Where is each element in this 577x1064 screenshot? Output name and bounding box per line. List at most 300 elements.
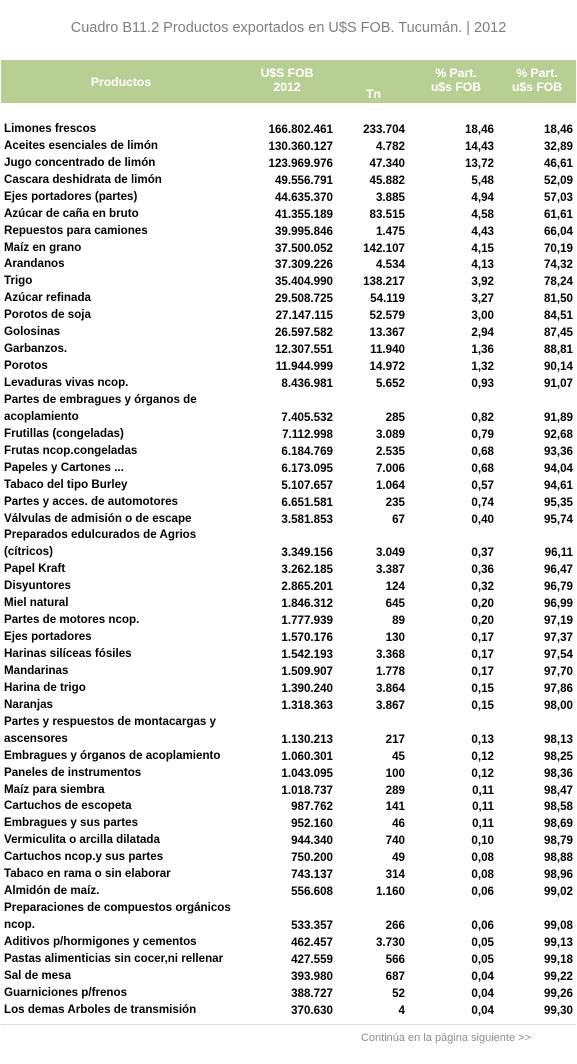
table-row bbox=[0, 442, 577, 459]
product-name: Partes de motores ncop. bbox=[4, 613, 140, 627]
fob-value: 26.597.582 bbox=[274, 326, 333, 340]
fob-value: 533.357 bbox=[291, 919, 333, 933]
tn-value: 3.864 bbox=[375, 681, 405, 695]
table-row bbox=[0, 493, 577, 510]
part-value: 0,74 bbox=[471, 495, 494, 509]
fob-value: 6.651.581 bbox=[281, 495, 333, 509]
fob-value: 41.355.189 bbox=[274, 207, 333, 221]
cum-part-value: 32,89 bbox=[543, 139, 573, 153]
product-name: Levaduras vivas ncop. bbox=[4, 376, 129, 389]
cum-part-value: 98,00 bbox=[543, 698, 573, 712]
product-name: Harinas silíceas fósiles bbox=[4, 647, 132, 661]
cum-part-value: 96,99 bbox=[543, 597, 573, 611]
product-name: Miel natural bbox=[4, 596, 69, 610]
table-row bbox=[0, 374, 577, 391]
cum-part-value: 98,96 bbox=[543, 868, 573, 882]
part-value: 0,32 bbox=[471, 580, 494, 594]
tn-value: 54.119 bbox=[370, 292, 405, 306]
part-value: 0,06 bbox=[471, 885, 494, 899]
tn-value: 46 bbox=[392, 817, 405, 831]
cum-part-value: 98,69 bbox=[543, 817, 573, 831]
header-productos: Productos bbox=[90, 75, 152, 89]
tn-value: 740 bbox=[385, 834, 405, 848]
part-value: 5,48 bbox=[471, 173, 494, 187]
tn-value: 47.340 bbox=[369, 156, 405, 170]
part-value: 0,17 bbox=[471, 631, 494, 645]
part-value: 1,32 bbox=[471, 360, 494, 374]
fob-value: 6.184.769 bbox=[281, 444, 333, 458]
table-row bbox=[0, 679, 577, 696]
part-value: 0,79 bbox=[471, 427, 494, 441]
cum-part-value: 98,36 bbox=[543, 766, 573, 780]
cum-part-value: 99,26 bbox=[543, 986, 573, 1000]
cum-part-value: 95,74 bbox=[543, 512, 573, 526]
fob-value: 130.360.127 bbox=[268, 139, 333, 153]
tn-value: 7.006 bbox=[375, 461, 405, 475]
fob-value: 987.762 bbox=[291, 800, 333, 814]
table-row bbox=[0, 340, 577, 357]
fob-value: 44.635.370 bbox=[274, 190, 333, 204]
table-row bbox=[0, 476, 577, 493]
tn-value: 2.535 bbox=[375, 444, 405, 458]
fob-value: 7.405.532 bbox=[281, 410, 333, 424]
product-name: Azúcar refinada bbox=[4, 291, 91, 305]
tn-value: 52.579 bbox=[369, 309, 405, 323]
table-row bbox=[0, 747, 577, 764]
product-name: Embragues y sus partes bbox=[4, 816, 139, 830]
part-value: 2,94 bbox=[471, 326, 494, 340]
cum-part-value: 70,19 bbox=[543, 241, 573, 255]
fob-value: 1.846.312 bbox=[281, 597, 333, 611]
product-name: Los demas Arboles de transmisión bbox=[4, 1002, 197, 1016]
table-row bbox=[0, 798, 577, 815]
product-name: Porotos de soja bbox=[4, 308, 91, 322]
tn-value: 217 bbox=[385, 732, 405, 746]
part-value: 0,15 bbox=[471, 698, 494, 712]
fob-value: 1.570.176 bbox=[281, 631, 333, 645]
table-row bbox=[0, 950, 577, 967]
product-name: Limones frescos bbox=[4, 121, 97, 135]
tn-value: 4 bbox=[398, 1003, 405, 1017]
cum-part-value: 90,14 bbox=[543, 360, 573, 374]
fob-value: 6.173.095 bbox=[281, 461, 333, 475]
tn-value: 4.782 bbox=[375, 139, 405, 153]
header-fob-line1: U$S FOB bbox=[260, 66, 314, 80]
fob-value: 427.559 bbox=[291, 952, 333, 966]
part-value: 3,27 bbox=[471, 292, 494, 306]
fob-value: 1.777.939 bbox=[281, 614, 333, 628]
fob-value: 743.137 bbox=[291, 868, 333, 882]
tn-value: 83.515 bbox=[369, 207, 405, 221]
tn-value: 285 bbox=[385, 410, 405, 424]
cum-part-value: 78,24 bbox=[543, 275, 573, 289]
tn-value: 14.972 bbox=[369, 360, 405, 374]
tn-value: 3.387 bbox=[375, 563, 405, 577]
cum-part-value: 99,13 bbox=[543, 936, 573, 949]
product-name: Embragues y órganos de acoplamiento bbox=[4, 748, 221, 762]
fob-value: 27.147.115 bbox=[275, 309, 333, 323]
part-value: 0,05 bbox=[471, 952, 494, 966]
part-value: 0,17 bbox=[471, 648, 494, 662]
part-value: 0,82 bbox=[471, 410, 494, 424]
tn-value: 45.882 bbox=[369, 173, 405, 187]
product-name: Preparaciones de compuestos orgánicos ncop. bbox=[4, 901, 231, 932]
product-name: Azúcar de caña en bruto bbox=[4, 206, 139, 220]
cum-part-value: 96,47 bbox=[543, 563, 573, 577]
fob-value: 39.995.846 bbox=[274, 224, 333, 238]
tn-value: 687 bbox=[385, 969, 405, 983]
fob-value: 8.436.981 bbox=[281, 377, 333, 390]
tn-value: 1.160 bbox=[375, 885, 405, 899]
fob-value: 35.404.990 bbox=[274, 275, 333, 289]
cum-part-value: 92,68 bbox=[543, 427, 573, 441]
product-name: Trigo bbox=[4, 274, 33, 288]
product-name: Porotos bbox=[4, 359, 48, 373]
tn-value: 45 bbox=[392, 749, 405, 763]
product-name: Cartuchos de escopeta bbox=[4, 799, 132, 813]
part-value: 0,10 bbox=[471, 834, 494, 848]
table-row bbox=[0, 306, 577, 323]
part-value: 4,43 bbox=[471, 224, 494, 238]
fob-value: 1.542.193 bbox=[281, 648, 333, 662]
product-name: Maíz en grano bbox=[4, 240, 82, 254]
part-value: 4,58 bbox=[471, 207, 494, 221]
part-value: 3,00 bbox=[471, 309, 494, 323]
tn-value: 11.940 bbox=[370, 343, 405, 357]
cum-part-value: 46,61 bbox=[543, 156, 573, 170]
cum-part-value: 57,03 bbox=[543, 190, 573, 204]
part-value: 0,93 bbox=[471, 377, 494, 390]
footer-divider bbox=[1, 1024, 576, 1025]
product-name: Repuestos para camiones bbox=[4, 223, 148, 237]
fob-value: 393.980 bbox=[291, 969, 333, 983]
product-name: Preparados edulcurados de Agrios (cítricos) bbox=[4, 528, 197, 559]
tn-value: 3.730 bbox=[375, 936, 405, 949]
tn-value: 1.064 bbox=[375, 478, 405, 492]
cum-part-value: 84,51 bbox=[543, 309, 573, 323]
part-value: 0,37 bbox=[471, 546, 494, 560]
table-row bbox=[0, 527, 577, 561]
product-name: Aceites esenciales de limón bbox=[4, 138, 159, 152]
tn-value: 1.778 bbox=[375, 664, 405, 678]
table-row bbox=[0, 628, 577, 645]
table-row bbox=[0, 764, 577, 781]
fob-value: 1.318.363 bbox=[281, 698, 333, 712]
fob-value: 7.112.998 bbox=[282, 427, 333, 441]
table-body bbox=[0, 120, 577, 1018]
part-value: 0,36 bbox=[471, 563, 494, 577]
product-name: Jugo concentrado de limón bbox=[4, 155, 156, 169]
fob-value: 370.630 bbox=[291, 1003, 333, 1017]
product-name: Frutas ncop.congeladas bbox=[4, 443, 138, 457]
fob-value: 12.307.551 bbox=[274, 343, 333, 357]
product-name: Almidón de maíz. bbox=[4, 884, 100, 898]
table-row bbox=[0, 814, 577, 831]
cum-part-value: 97,19 bbox=[543, 614, 573, 628]
product-name: Vermiculita o arcilla dilatada bbox=[4, 833, 160, 847]
table-row bbox=[0, 391, 577, 425]
table-row bbox=[0, 154, 577, 171]
part-value: 4,15 bbox=[471, 241, 494, 255]
table-row bbox=[0, 239, 577, 256]
product-name: Válvulas de admisión o de escape bbox=[4, 511, 192, 525]
tn-value: 3.867 bbox=[375, 698, 405, 712]
fob-value: 1.130.213 bbox=[281, 732, 333, 746]
cum-part-value: 98,47 bbox=[543, 783, 573, 797]
table-row bbox=[0, 1001, 577, 1018]
part-value: 1,36 bbox=[471, 343, 494, 357]
product-name: Partes y acces. de automotores bbox=[4, 494, 178, 508]
part-value: 4,94 bbox=[471, 190, 494, 204]
tn-value: 235 bbox=[385, 495, 405, 509]
tn-value: 67 bbox=[392, 512, 405, 526]
product-name: Frutillas (congeladas) bbox=[4, 426, 124, 440]
part-value: 0,40 bbox=[471, 512, 494, 526]
header-part-line1: % Part. bbox=[435, 66, 477, 80]
part-value: 0,68 bbox=[471, 444, 494, 458]
part-value: 0,20 bbox=[471, 597, 494, 611]
part-value: 0,15 bbox=[471, 681, 494, 695]
product-name: Maíz para siembra bbox=[4, 782, 105, 796]
cum-part-value: 98,88 bbox=[543, 851, 573, 865]
part-value: 3,92 bbox=[471, 275, 494, 289]
cum-part-value: 91,07 bbox=[543, 377, 573, 390]
cum-part-value: 97,54 bbox=[543, 648, 573, 662]
fob-value: 1.043.095 bbox=[281, 766, 333, 780]
tn-value: 266 bbox=[385, 919, 405, 933]
cum-part-value: 94,61 bbox=[543, 478, 573, 492]
part-value: 0,12 bbox=[471, 766, 494, 780]
header-tn: Tn bbox=[366, 87, 381, 101]
tn-value: 233.704 bbox=[363, 122, 405, 136]
table-row bbox=[0, 899, 577, 933]
cum-part-value: 91,89 bbox=[543, 410, 573, 424]
fob-value: 11.944.999 bbox=[275, 360, 333, 374]
fob-value: 1.018.737 bbox=[281, 783, 333, 797]
table-title: Cuadro B11.2 Productos exportados en U$S FOB. Tucumán. | 2012 bbox=[70, 20, 507, 36]
tn-value: 13.367 bbox=[369, 326, 405, 340]
table-row bbox=[0, 831, 577, 848]
fob-value: 556.608 bbox=[291, 885, 333, 899]
product-name: Naranjas bbox=[4, 697, 53, 711]
part-value: 0,04 bbox=[471, 969, 494, 983]
tn-value: 289 bbox=[385, 783, 405, 797]
part-value: 0,11 bbox=[472, 817, 494, 831]
part-value: 18,46 bbox=[464, 122, 494, 136]
table-row bbox=[0, 594, 577, 611]
fob-value: 37.309.226 bbox=[274, 258, 333, 272]
tn-value: 3.368 bbox=[375, 648, 405, 662]
tn-value: 138.217 bbox=[363, 275, 405, 289]
product-name: Cartuchos ncop.y sus partes bbox=[4, 850, 164, 864]
cum-part-value: 99,30 bbox=[543, 1003, 573, 1017]
table-row bbox=[0, 272, 577, 289]
tn-value: 3.885 bbox=[375, 190, 405, 204]
cum-part-value: 98,79 bbox=[543, 834, 573, 848]
cum-part-value: 97,70 bbox=[543, 664, 573, 678]
header-part bbox=[416, 66, 496, 94]
table-row bbox=[0, 323, 577, 340]
fob-value: 3.262.185 bbox=[281, 563, 333, 577]
product-name: Partes y respuestos de montacargas y ascensores bbox=[4, 714, 217, 745]
tn-value: 1.475 bbox=[375, 224, 405, 238]
cum-part-value: 98,13 bbox=[543, 732, 573, 746]
fob-value: 29.508.725 bbox=[274, 292, 333, 306]
cum-part-value: 61,61 bbox=[543, 207, 573, 221]
part-value: 0,11 bbox=[472, 800, 494, 814]
table-row bbox=[0, 425, 577, 442]
product-name: Ejes portadores bbox=[4, 630, 92, 644]
fob-value: 1.060.301 bbox=[281, 749, 333, 763]
cum-part-value: 95,35 bbox=[543, 495, 573, 509]
fob-value: 944.340 bbox=[291, 834, 333, 848]
cum-part-value: 98,25 bbox=[543, 749, 573, 763]
part-value: 0,20 bbox=[471, 614, 494, 628]
table-row bbox=[0, 781, 577, 798]
cum-part-value: 81,50 bbox=[543, 292, 573, 306]
tn-value: 142.107 bbox=[363, 241, 405, 255]
table-row bbox=[0, 848, 577, 865]
product-name: Harina de trigo bbox=[4, 680, 86, 694]
fob-value: 2.865.201 bbox=[281, 580, 333, 594]
product-name: Garbanzos. bbox=[4, 342, 68, 356]
part-value: 0,17 bbox=[471, 664, 494, 678]
fob-value: 3.349.156 bbox=[281, 546, 333, 560]
cum-part-value: 97,86 bbox=[543, 681, 573, 695]
cum-part-value: 88,81 bbox=[543, 343, 573, 357]
table-row bbox=[0, 882, 577, 899]
part-value: 0,04 bbox=[471, 1003, 494, 1017]
tn-value: 130 bbox=[385, 631, 405, 645]
product-name: Sal de mesa bbox=[4, 968, 72, 982]
part-value: 0,08 bbox=[471, 868, 494, 882]
part-value: 0,08 bbox=[471, 851, 494, 865]
tn-value: 566 bbox=[385, 952, 405, 966]
cum-part-value: 18,46 bbox=[543, 122, 573, 136]
table-row bbox=[0, 713, 577, 747]
header-cum-line2: u$s FOB bbox=[511, 80, 563, 94]
fob-value: 750.200 bbox=[291, 851, 333, 865]
fob-value: 3.581.853 bbox=[281, 512, 333, 526]
header-fob bbox=[246, 66, 328, 94]
product-name: Arandanos bbox=[4, 257, 65, 271]
part-value: 0,04 bbox=[471, 986, 494, 1000]
cum-part-value: 87,45 bbox=[543, 326, 573, 340]
header-fob-line2: 2012 bbox=[273, 80, 301, 94]
fob-value: 462.457 bbox=[291, 936, 333, 949]
table-row bbox=[0, 222, 577, 239]
table-row bbox=[0, 577, 577, 594]
tn-value: 49 bbox=[392, 851, 405, 865]
cum-part-value: 99,18 bbox=[543, 952, 573, 966]
fob-value: 952.160 bbox=[291, 817, 333, 831]
product-name: Papeles y Cartones ... bbox=[4, 460, 124, 474]
cum-part-value: 99,08 bbox=[543, 919, 573, 933]
table-row bbox=[0, 137, 577, 154]
tn-value: 3.089 bbox=[375, 427, 405, 441]
table-row bbox=[0, 120, 577, 137]
fob-value: 123.969.976 bbox=[268, 156, 333, 170]
fob-value: 1.509.907 bbox=[281, 664, 333, 678]
tn-value: 141 bbox=[385, 800, 405, 814]
table-row bbox=[0, 256, 577, 273]
table-row bbox=[0, 357, 577, 374]
product-name: Tabaco en rama o sin elaborar bbox=[4, 867, 171, 881]
product-name: Disyuntores bbox=[4, 579, 72, 593]
product-name: Cascara deshidrata de limón bbox=[4, 172, 162, 186]
product-name: Guarniciones p/frenos bbox=[4, 985, 128, 999]
table-row bbox=[0, 645, 577, 662]
table-row bbox=[0, 933, 577, 950]
cum-part-value: 66,04 bbox=[543, 224, 573, 238]
table-row bbox=[0, 560, 577, 577]
product-name: Papel Kraft bbox=[4, 562, 66, 576]
part-value: 0,12 bbox=[471, 749, 494, 763]
product-name: Mandarinas bbox=[4, 663, 69, 677]
table-row bbox=[0, 188, 577, 205]
cum-part-value: 99,22 bbox=[543, 969, 573, 983]
cum-part-value: 52,09 bbox=[543, 173, 573, 187]
tn-value: 5.652 bbox=[375, 377, 405, 390]
tn-value: 124 bbox=[385, 580, 405, 594]
tn-value: 89 bbox=[392, 614, 405, 628]
product-name: Aditivos p/hormigones y cementos bbox=[4, 935, 197, 948]
header-cum-line1: % Part. bbox=[516, 66, 558, 80]
table-row bbox=[0, 967, 577, 984]
fob-value: 388.727 bbox=[291, 986, 333, 1000]
table-row bbox=[0, 289, 577, 306]
header-part-line2: u$s FOB bbox=[430, 80, 482, 94]
cum-part-value: 96,11 bbox=[544, 546, 573, 560]
tn-value: 3.049 bbox=[375, 546, 405, 560]
tn-value: 4.534 bbox=[375, 258, 405, 272]
part-value: 0,06 bbox=[471, 919, 494, 933]
part-value: 14,43 bbox=[464, 139, 494, 153]
part-value: 0,57 bbox=[471, 478, 494, 492]
cum-part-value: 99,02 bbox=[543, 885, 573, 899]
table-row bbox=[0, 459, 577, 476]
table-row bbox=[0, 510, 577, 527]
product-name: Pastas alimenticias sin cocer,ni rellenar bbox=[4, 951, 224, 965]
fob-value: 166.802.461 bbox=[268, 122, 333, 136]
cum-part-value: 93,36 bbox=[543, 444, 573, 458]
tn-value: 52 bbox=[392, 986, 405, 1000]
product-name: Partes de embragues y órganos de acoplamiento bbox=[4, 392, 197, 423]
part-value: 13,72 bbox=[464, 156, 494, 170]
table-row bbox=[0, 696, 577, 713]
header-cum bbox=[497, 66, 577, 94]
table-header bbox=[1, 60, 576, 103]
table-row bbox=[0, 865, 577, 882]
fob-value: 1.390.240 bbox=[281, 681, 333, 695]
tn-value: 314 bbox=[385, 868, 405, 882]
cum-part-value: 98,58 bbox=[543, 800, 573, 814]
part-value: 0,11 bbox=[472, 783, 494, 797]
cum-part-value: 96,79 bbox=[543, 580, 573, 594]
cum-part-value: 74,32 bbox=[543, 258, 573, 272]
product-name: Ejes portadores (partes) bbox=[4, 189, 138, 203]
table-row bbox=[0, 662, 577, 679]
continue-link[interactable]: Continúa en la página siguiente >> bbox=[360, 1032, 531, 1044]
part-value: 0,68 bbox=[471, 461, 494, 475]
cum-part-value: 94,04 bbox=[543, 461, 573, 475]
fob-value: 5.107.657 bbox=[281, 478, 333, 492]
tn-value: 645 bbox=[385, 597, 405, 611]
product-name: Tabaco del tipo Burley bbox=[4, 477, 128, 491]
table-row bbox=[0, 611, 577, 628]
table-row bbox=[0, 984, 577, 1001]
cum-part-value: 97,37 bbox=[543, 631, 573, 645]
